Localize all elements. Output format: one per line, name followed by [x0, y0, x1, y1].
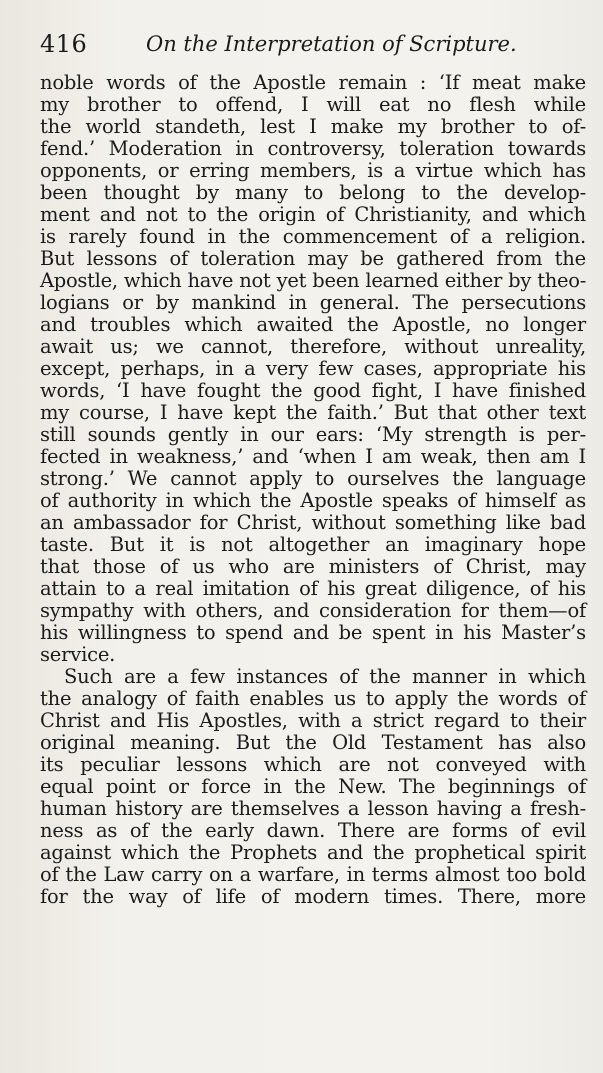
text-line: the world standeth, lest I make my brother to of-: [40, 115, 586, 138]
text-line: attain to a real imitation of his great diligence, of his: [40, 577, 586, 600]
text-line: its peculiar lessons which are not conveyed with: [40, 753, 586, 776]
text-line: against which the Prophets and the prophetical spirit: [40, 841, 586, 864]
text-line: ment and not to the origin of Christianity, and which: [40, 203, 586, 226]
text-line: is rarely found in the commencement of a religion.: [40, 225, 586, 248]
text-line: words, ‘I have fought the good fight, I have finished: [40, 379, 586, 402]
text-line: But lessons of toleration may be gathered from the: [40, 247, 586, 270]
text-line: logians or by mankind in general. The persecutions: [40, 291, 586, 314]
text-line: been thought by many to belong to the develop-: [40, 181, 586, 204]
text-line: my brother to offend, I will eat no flesh while: [40, 93, 586, 116]
text-line: for the way of life of modern times. There, more: [40, 885, 586, 908]
text-line: noble words of the Apostle remain : ‘If meat make: [40, 71, 586, 94]
page-number: 416: [40, 30, 88, 58]
text-line: strong.’ We cannot apply to ourselves the language: [40, 467, 586, 490]
text-line: service.: [40, 643, 116, 666]
text-line: Christ and His Apostles, with a strict regard to their: [40, 709, 586, 732]
text-line: the analogy of faith enables us to apply the words of: [40, 687, 586, 710]
text-line: his willingness to spend and be spent in his Master’s: [40, 621, 586, 644]
text-line: await us; we cannot, therefore, without unreality,: [40, 335, 586, 358]
text-line: equal point or force in the New. The beginnings of: [40, 775, 586, 798]
text-line: fend.’ Moderation in controversy, toleration towards: [40, 137, 586, 160]
text-line: of the Law carry on a warfare, in terms almost too bold: [40, 863, 586, 886]
text-line: Such are a few instances of the manner in which: [64, 665, 586, 688]
running-title: On the Interpretation of Scripture.: [146, 32, 517, 56]
text-line: Apostle, which have not yet been learned either by theo-: [40, 269, 586, 292]
text-line: opponents, or erring members, is a virtue which has: [40, 159, 586, 182]
text-line: original meaning. But the Old Testament has also: [40, 731, 586, 754]
text-line: my course, I have kept the faith.’ But that other text: [40, 401, 586, 424]
text-line: still sounds gently in our ears: ‘My strength is per-: [40, 423, 586, 446]
page-header: [40, 30, 580, 64]
text-line: an ambassador for Christ, without something like bad: [40, 511, 586, 534]
text-line: human history are themselves a lesson having a fresh-: [40, 797, 586, 820]
text-line: sympathy with others, and consideration for them—of: [40, 599, 586, 622]
text-line: except, perhaps, in a very few cases, appropriate his: [40, 357, 586, 380]
body-text: [40, 72, 586, 908]
text-line: taste. But it is not altogether an imaginary hope: [40, 533, 586, 556]
text-line: of authority in which the Apostle speaks of himself as: [40, 489, 586, 512]
text-line: that those of us who are ministers of Christ, may: [40, 555, 586, 578]
text-line: fected in weakness,’ and ‘when I am weak, then am I: [40, 445, 586, 468]
text-line: and troubles which awaited the Apostle, no longer: [40, 313, 586, 336]
text-line: ness as of the early dawn. There are forms of evil: [40, 819, 586, 842]
